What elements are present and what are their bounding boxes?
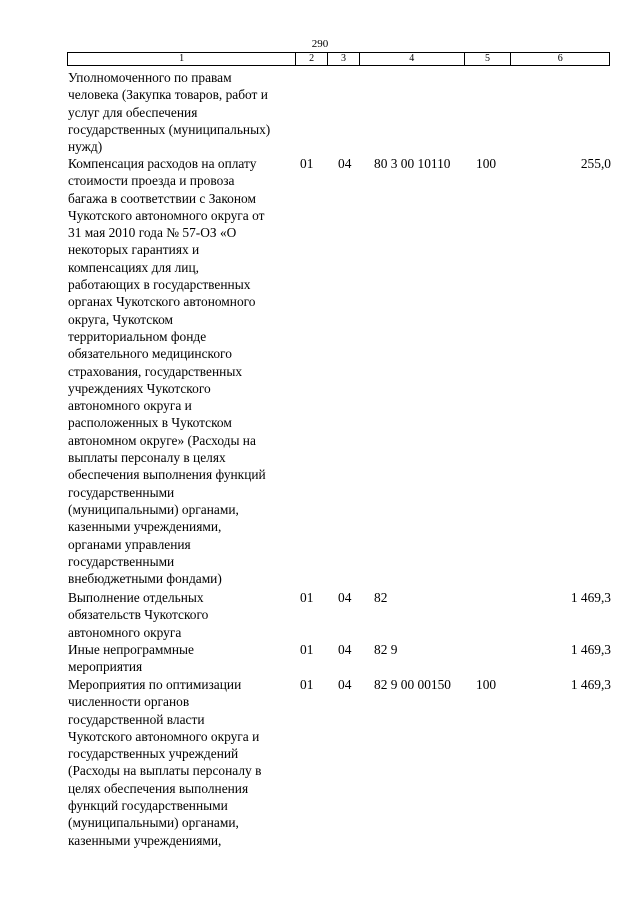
row-col-3: 04 xyxy=(338,642,352,657)
row-col-2: 01 xyxy=(300,156,314,171)
row-col-5: 100 xyxy=(476,156,497,171)
header-col-6: 6 xyxy=(557,53,563,64)
row-description: Уполномоченного по правам человека (Закупка товаров, работ и услуг для обеспечения государственных (муниципальных) нужд) xyxy=(68,70,271,155)
row-col-6: 1 469,3 xyxy=(570,677,611,692)
row-col-2: 01 xyxy=(300,642,314,657)
row-col-4: 82 9 xyxy=(374,642,398,657)
row-description: Компенсация расходов на оплату стоимости проезда и провоза багажа в соответствии с Законом Чукотского автономного округа от 31 мая 2010 года № 57-ОЗ «О некоторых гарантиях и компенсациях для лиц, работающих в государственных органах Чукотского автономного округа, Чукотском территориальном фонде обязательного медицинского страхования, государственных учреждениях Чукотского автономного округа и расположенных в Чукотском автономном округе» (Расходы на выплаты персоналу в целях обеспечения выполнения функций государственными (муниципальными) органами, казенными учреждениями, органами управления государственными внебюджетными фондами) xyxy=(68,156,266,587)
table-header xyxy=(67,52,610,66)
row-col-4: 80 3 00 10110 xyxy=(374,156,451,171)
row-col-5: 100 xyxy=(476,677,497,692)
row-col-3: 04 xyxy=(338,677,352,692)
row-description: Выполнение отдельных обязательств Чукотского автономного округа xyxy=(68,590,209,640)
row-description: Иные непрограммные мероприятия xyxy=(68,642,194,675)
row-col-6: 1 469,3 xyxy=(570,642,611,657)
row-col-3: 04 xyxy=(338,590,352,605)
header-col-5: 5 xyxy=(465,53,512,65)
row-col-2: 01 xyxy=(300,677,314,692)
header-col-2: 2 xyxy=(296,53,328,65)
header-col-4: 4 xyxy=(360,53,465,65)
row-col-2: 01 xyxy=(300,590,314,605)
page-number: 290 xyxy=(311,38,329,50)
row-col-4: 82 9 00 00150 xyxy=(374,677,451,692)
header-col-3: 3 xyxy=(328,53,360,65)
row-col-6: 1 469,3 xyxy=(570,590,611,605)
header-col-1: 1 xyxy=(68,53,296,65)
row-col-4: 82 xyxy=(374,590,388,605)
row-col-3: 04 xyxy=(338,156,352,171)
row-col-6: 255,0 xyxy=(580,156,611,171)
row-description: Мероприятия по оптимизации численности органов государственной власти Чукотского автономного округа и государственных учреждений (Расходы на выплаты персоналу в целях обеспечения выполнения функций государственными (муниципальными) органами, казенными учреждениями, xyxy=(68,677,262,848)
